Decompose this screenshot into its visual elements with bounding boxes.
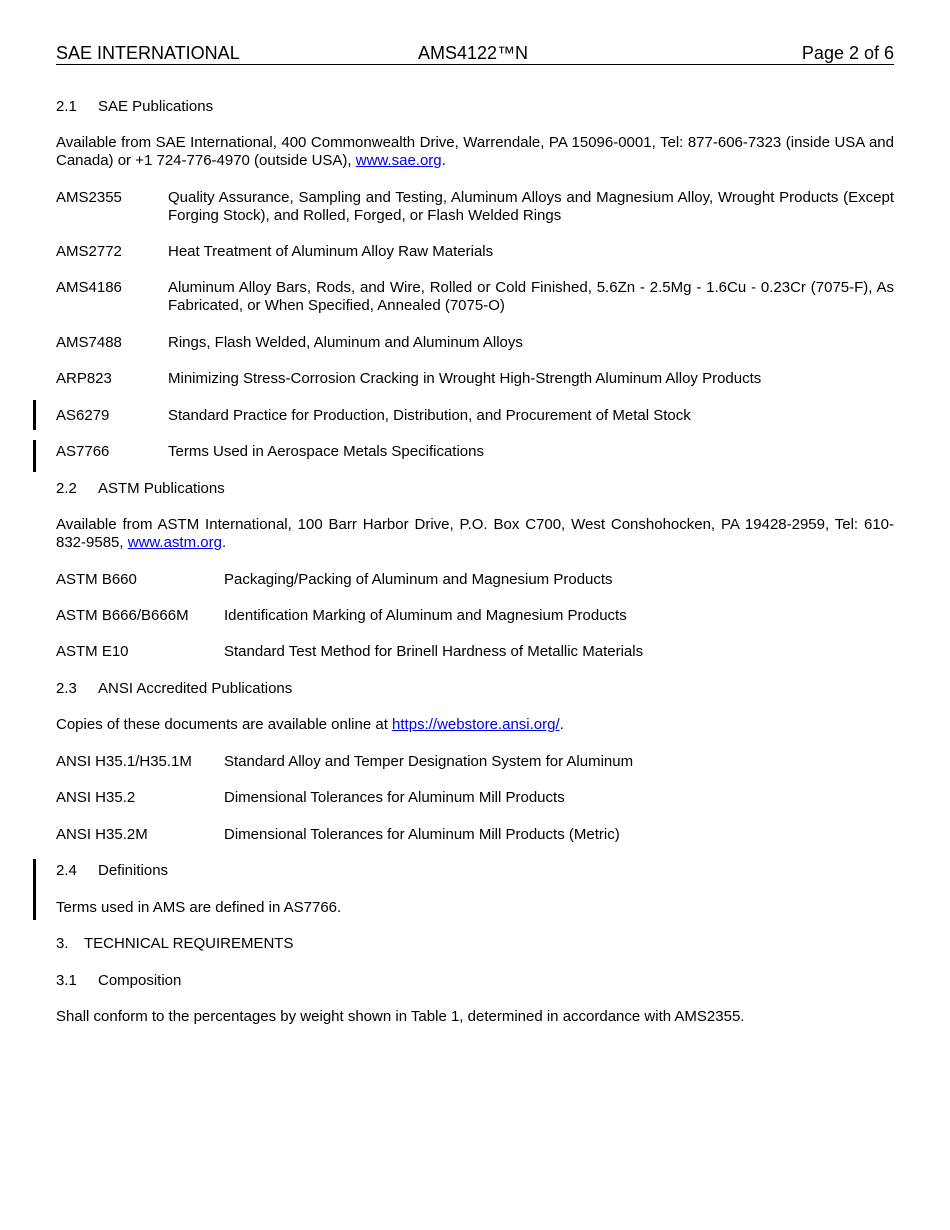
reference-entry (56, 753, 894, 771)
reference-entry (56, 607, 894, 625)
reference-entry (56, 443, 894, 461)
reference-title: Aluminum Alloy Bars, Rods, and Wire, Rolled or Cold Finished, 5.6Zn - 2.5Mg - 1.6Cu - 0.23Cr (7075-F), As Fabricated, or When Specified, Annealed (7075-O) (168, 279, 894, 314)
reference-title: Standard Alloy and Temper Designation System for Aluminum (224, 753, 634, 770)
section-title: ASTM Publications (98, 480, 225, 497)
reference-code: AS6279 (56, 407, 110, 424)
section-number: 3.1 (56, 972, 77, 989)
reference-entry (56, 370, 894, 388)
section-title: SAE Publications (98, 98, 214, 115)
change-bar-as7766 (33, 440, 36, 472)
section-number: 2.1 (56, 98, 77, 115)
astm-website-link[interactable]: www.astm.org (127, 534, 222, 551)
reference-entry (56, 789, 894, 807)
section-heading-2-4 (56, 862, 894, 880)
section-title: Definitions (98, 862, 169, 879)
reference-title: Standard Test Method for Brinell Hardness of Metallic Materials (224, 643, 644, 660)
reference-code: AMS2772 (56, 243, 122, 260)
reference-title: Rings, Flash Welded, Aluminum and Aluminum Alloys (168, 334, 523, 351)
reference-title: Packaging/Packing of Aluminum and Magnesium Products (224, 571, 613, 588)
reference-entry (56, 643, 894, 661)
reference-code: AMS7488 (56, 334, 122, 351)
reference-title: Terms Used in Aerospace Metals Specifications (168, 443, 484, 460)
reference-code: ASTM E10 (56, 643, 129, 660)
reference-title: Identification Marking of Aluminum and Magnesium Products (224, 607, 627, 624)
reference-code: ASTM B660 (56, 571, 137, 588)
reference-entry (56, 407, 894, 425)
reference-code: ANSI H35.2 (56, 789, 136, 806)
ansi-availability-paragraph: Copies of these documents are available online at https://webstore.ansi.org/. (56, 716, 564, 733)
header-org: SAE INTERNATIONAL (56, 43, 240, 63)
section-number: 2.3 (56, 680, 77, 697)
section-title: TECHNICAL REQUIREMENTS (84, 935, 294, 952)
header-page-number: Page 2 of 6 (801, 43, 894, 63)
sae-availability-paragraph: Available from SAE International, 400 Commonwealth Drive, Warrendale, PA 15096-0001, Tel: 877-606-7323 (inside USA and Canada) or +1 724-776-4970 (outside USA), www.sae.org. (56, 134, 894, 169)
reference-entry (56, 279, 894, 315)
reference-title: Dimensional Tolerances for Aluminum Mill Products (Metric) (224, 826, 620, 843)
section-title: ANSI Accredited Publications (98, 680, 293, 697)
section-heading-2-3 (56, 680, 894, 698)
reference-code: AMS2355 (56, 189, 122, 206)
reference-title: Quality Assurance, Sampling and Testing, Aluminum Alloys and Magnesium Alloy, Wrought Products (Except Forging Stock), and Rolled, Forged, or Flash Welded Rings (168, 189, 894, 224)
composition-text: Shall conform to the percentages by weight shown in Table 1, determined in accordance with AMS2355. (56, 1008, 745, 1025)
reference-code: ASTM B666/B666M (56, 607, 189, 624)
section-heading-2-1 (56, 98, 894, 116)
reference-title: Minimizing Stress-Corrosion Cracking in Wrought High-Strength Aluminum Alloy Products (168, 370, 762, 387)
definitions-text: Terms used in AMS are defined in AS7766. (56, 899, 342, 916)
reference-title: Standard Practice for Production, Distribution, and Procurement of Metal Stock (168, 407, 691, 424)
reference-title: Heat Treatment of Aluminum Alloy Raw Materials (168, 243, 494, 260)
section-heading-3-1 (56, 972, 894, 990)
section-heading-2-2 (56, 480, 894, 498)
sae-website-link[interactable]: www.sae.org (355, 152, 442, 169)
reference-code: AMS4186 (56, 279, 122, 296)
reference-entry (56, 189, 894, 225)
section-number: 3. (56, 935, 69, 952)
reference-code: AS7766 (56, 443, 110, 460)
page-header (56, 42, 894, 65)
reference-code: ANSI H35.1/H35.1M (56, 753, 192, 770)
reference-code: ANSI H35.2M (56, 826, 148, 843)
reference-entry (56, 571, 894, 589)
reference-entry (56, 334, 894, 352)
change-bar-as6279 (33, 400, 36, 430)
section-number: 2.2 (56, 480, 77, 497)
astm-availability-paragraph: Available from ASTM International, 100 Barr Harbor Drive, P.O. Box C700, West Conshohocken, PA 19428-2959, Tel: 610-832-9585, www.astm.org. (56, 516, 894, 551)
section-title: Composition (98, 972, 182, 989)
change-bar-definitions (33, 859, 36, 920)
reference-entry (56, 826, 894, 844)
ansi-webstore-link[interactable]: https://webstore.ansi.org/ (392, 716, 560, 733)
reference-entry (56, 243, 894, 261)
header-doc-id: AMS4122™N (418, 43, 529, 63)
section-number: 2.4 (56, 862, 77, 879)
reference-title: Dimensional Tolerances for Aluminum Mill Products (224, 789, 565, 806)
section-heading-3 (56, 935, 894, 953)
reference-code: ARP823 (56, 370, 112, 387)
